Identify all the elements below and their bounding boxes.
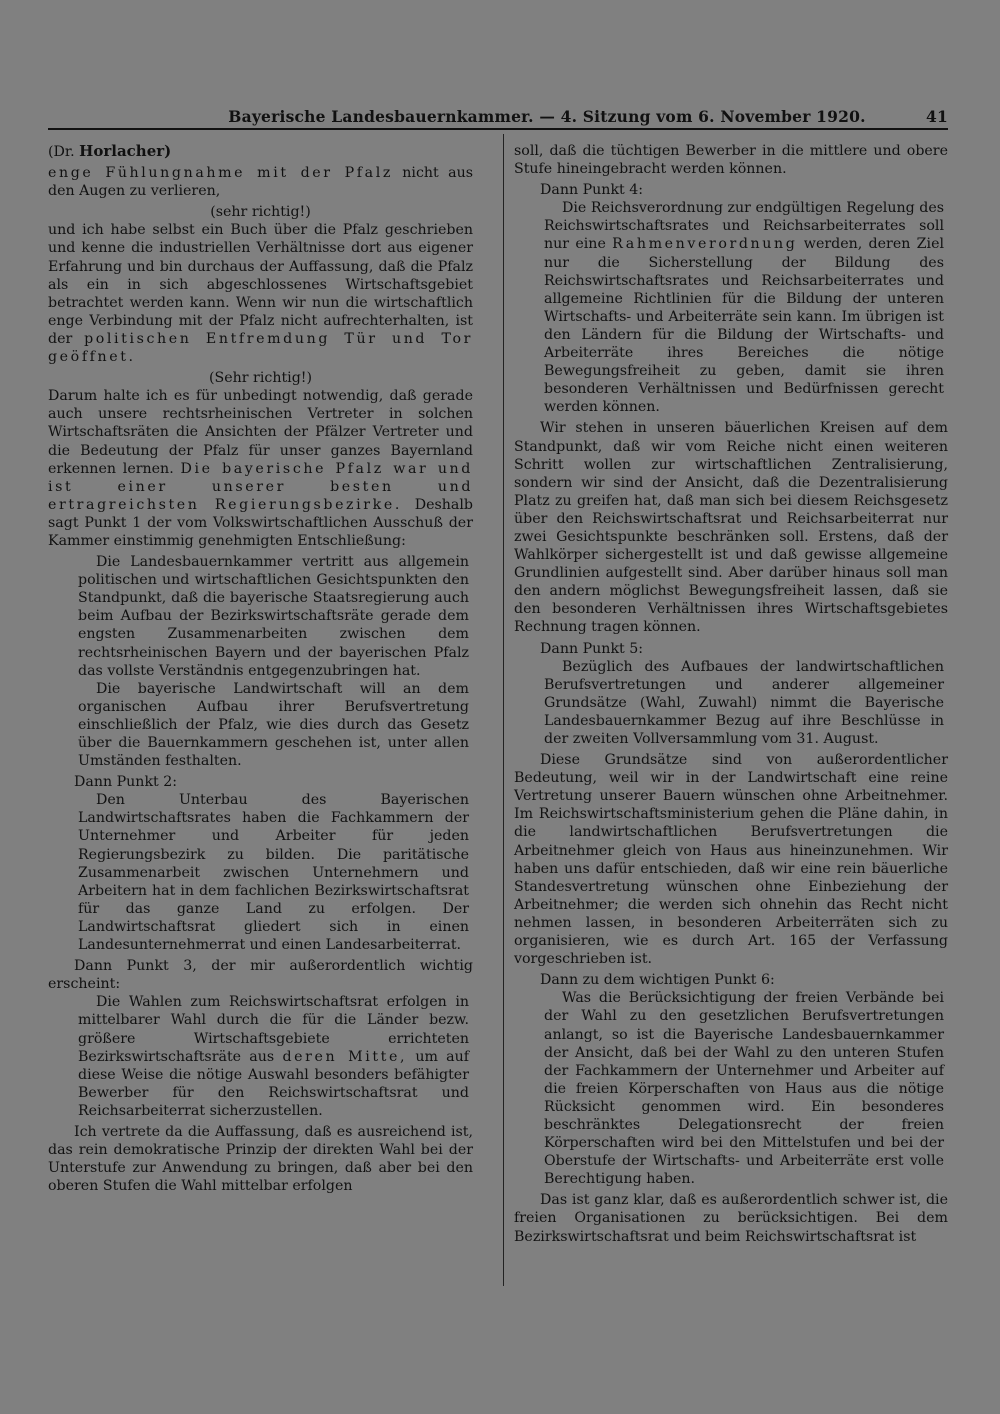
emphasis-spaced: politischen Entfremdung Tür und Tor geöffnet. bbox=[48, 330, 473, 366]
column-divider bbox=[503, 134, 504, 1286]
emphasis-spaced: deren Mitte, bbox=[282, 1048, 408, 1065]
point-label: Dann zu dem wichtigen Punkt 6: bbox=[540, 972, 775, 989]
quote-block: Die bayerische Landwirtschaft will an dem organischen Aufbau ihrer Berufsvertretung einschließlich der Pfalz, wie dies durch das Gesetz über die Bauernkammern geschehen ist, unter allen Umständen festhalten. bbox=[78, 680, 469, 770]
paragraph: Darum halte ich es für unbedingt notwendig, daß gerade auch unsere rechtsrheinischen Vertreter in solchen Wirtschaftsräten die Ansichten der Pfälzer Vertreter und die Bedeutung der Pfalz für unser ganzes Bayernland erkennen lernen. Die bayerische Pfalz war und ist einer unserer besten und ertragreichsten Regierungsbezirke. Deshalb sagt Punkt 1 der vom Volkswirtschaftlichen Ausschuß der Kammer einstimmig genehmigten Entschließung: bbox=[48, 388, 474, 549]
point-label: Dann Punkt 2: bbox=[74, 774, 178, 791]
right-column bbox=[514, 142, 948, 1246]
paragraph: Ich vertrete da die Auffassung, daß es ausreichend ist, das rein demokratische Prinzip der direkten Wahl bei der Unterstufe zur Anwendung zu bringen, daß aber bei den oberen Stufen die Wahl mittelbar erfolgen bbox=[48, 1123, 473, 1195]
quote-block: Die Landesbauernkammer vertritt aus allgemein politischen und wirtschaftlichen Gesichtspunkten den Standpunkt, daß die bayerische Staatsregierung auch beim Aufbau der Bezirkswirtschaftsräte gerade dem engsten Zusammenarbeiten zwischen dem rechtsrheinischen Bayern und der bayerischen Pfalz das vollste Verständnis entgegenzubringen hat. bbox=[78, 554, 469, 679]
quote-block: Was die Berücksichtigung der freien Verbände bei der Wahl zu den gesetzlichen Berufsvertretungen anlangt, so ist die Bayerische Landesbauernkammer der Ansicht, daß bei der Wahl zu den unteren Stufen der Fachkammern der Unternehmer und Arbeiter auf die freien Körperschaften von Haus aus die nötige Rücksicht genommen wird. Ein besonderes beschränktes Delegationsrecht der freien Körperschaften wird bei den Mittelstufen und bei der Oberstufe der Wirtschafts- und Arbeiterräte erst volle Berechtigung haben. bbox=[544, 990, 944, 1188]
paragraph: Wir stehen in unseren bäuerlichen Kreisen auf dem Standpunkt, daß wir vom Reiche nicht einen weiteren Schritt wollen zur wirtschaftlichen Zentralisierung, sondern wir sind der Ansicht, daß die Dezentralisierung Platz zu greifen hat, daß man sich bei diesem Reichsgesetz über den Reichswirtschaftsrat und Reichsarbeiterrat nur zwei Gesichtspunkte beschränken soll. Erstens, daß der Wahlkörper sichergestellt ist und daß gewisse allgemeine Grundlinien aufgestellt sind. Aber darüber hinaus soll man den andern möglichst Bewegungsfreiheit lassen, daß sie den besonderen Verhältnissen ihres Wirtschaftsgebietes Rechnung tragen können. bbox=[514, 420, 948, 636]
quote-block: Den Unterbau des Bayerischen Landwirtschaftsrates haben die Fachkammern der Unternehmer und Arbeiter für jeden Regierungsbezirk zu bilden. Die paritätische Zusammenarbeit zwischen Unternehmern und Arbeitern hat in dem fachlichen Bezirkswirtschaftsrat für das ganze Land zu erfolgen. Der Landwirtschaftsrat gliedert sich in einen Landesunternehmerrat und einen Landesarbeiterrat. bbox=[78, 792, 469, 954]
speaker-name: Horlacher) bbox=[79, 142, 172, 160]
point-label: Dann Punkt 4: bbox=[540, 182, 644, 199]
quote-block: Bezüglich des Aufbaues der landwirtschaftlichen Berufsvertretungen und anderer allgemeiner Grundsätze (Wahl, Zuwahl) nimmt die Bayerische Landesbauernkammer Bezug auf ihre Beschlüsse in der zweiten Vollversammlung vom 31. August. bbox=[544, 658, 944, 747]
paragraph: Das ist ganz klar, daß es außerordentlich schwer ist, die freien Organisationen zu berücksichtigen. Bei dem Bezirkswirtschaftsrat und beim Reichswirtschaftsrat ist bbox=[514, 1192, 948, 1245]
paragraph: enge Fühlungnahme mit der Pfalz nicht aus den Augen zu verlieren, bbox=[48, 165, 473, 200]
running-header bbox=[48, 100, 948, 126]
paragraph: soll, daß die tüchtigen Bewerber in die mittlere und obere Stufe hineingebracht werden können. bbox=[514, 143, 948, 178]
emphasis-spaced: Die bayerische Pfalz war und ist einer unserer besten und ertragreichsten Regierungsbezirke. bbox=[48, 460, 473, 513]
interjection: (Sehr richtig!) bbox=[208, 370, 313, 387]
emphasis-spaced: enge Fühlungnahme mit der Pfalz bbox=[48, 165, 393, 182]
point-label: Dann Punkt 3, der mir außerordentlich wichtig erscheint: bbox=[48, 958, 473, 993]
left-column bbox=[48, 142, 473, 1195]
paragraph: und ich habe selbst ein Buch über die Pfalz geschrieben und kenne die industriellen Verhältnisse dort aus eigener Erfahrung und bin durchaus der Auffassung, daß die Pfalz als ein in sich abgeschlossenes Wirtschaftsgebiet betrachtet werden kann. Wenn wir nun die wirtschaftlich enge Verbindung mit der Pfalz nicht aufrechterhalten, ist der politischen Entfremdung Tür und Tor geöffnet. bbox=[48, 222, 473, 366]
header-title: Bayerische Landesbauernkammer. — 4. Sitzung vom 6. November 1920. bbox=[228, 107, 866, 126]
page-number: 41 bbox=[926, 107, 948, 126]
speaker-line: (Dr. Horlacher) bbox=[48, 142, 172, 160]
header-rule bbox=[48, 128, 948, 130]
quote-block: Die Wahlen zum Reichswirtschaftsrat erfolgen in mittelbarer Wahl durch die für die Länder bezw. größere Wirtschaftsgebiete errichteten Bezirkswirtschaftsräte aus deren Mitte, um auf diese Weise die nötige Auswahl besonders befähigter Bewerber für den Reichswirtschaftsrat und Reichsarbeiterrat sicherzustellen. bbox=[78, 994, 469, 1119]
interjection: (sehr richtig!) bbox=[210, 204, 311, 221]
emphasis-spaced: Rahmenverordnung bbox=[612, 236, 798, 253]
paragraph: Diese Grundsätze sind von außerordentlicher Bedeutung, weil wir in der Landwirtschaft eine reine Vertretung unserer Bauern wünschen ohne Arbeitnehmer. Im Reichswirtschaftsministerium gehen die Pläne dahin, in die landwirtschaftlichen Berufsvertretungen die Arbeitnehmer gleich von Haus aus hineinzunehmen. Wir haben uns dafür entschieden, daß wir eine rein bäuerliche Standesvertretung wünschen ohne Einbeziehung der Arbeitnehmer; die werden sich ohnehin das Recht nicht nehmen lassen, in besonderen Arbeiterräten sich zu organisieren, wie es durch Art. 165 der Verfassung vorgeschrieben ist. bbox=[514, 752, 948, 968]
point-label: Dann Punkt 5: bbox=[540, 640, 644, 657]
quote-block: Die Reichsverordnung zur endgültigen Regelung des Reichswirtschaftsrates und Reichsarbeiterrates soll nur eine Rahmenverordnung werden, deren Ziel nur die Sicherstellung der Bildung des Reichswirtschaftsrates und Reichsarbeiterrates und allgemeine Richtlinien für die Bildung der unteren Wirtschafts- und Arbeiterräte sein kann. Im übrigen ist den Ländern für die Bildung der Wirtschafts- und Arbeiterräte ihres Bereiches die nötige Bewegungsfreiheit zu geben, damit sie ihren besonderen Verhältnissen und Bedürfnissen gerecht werden können. bbox=[544, 200, 944, 416]
